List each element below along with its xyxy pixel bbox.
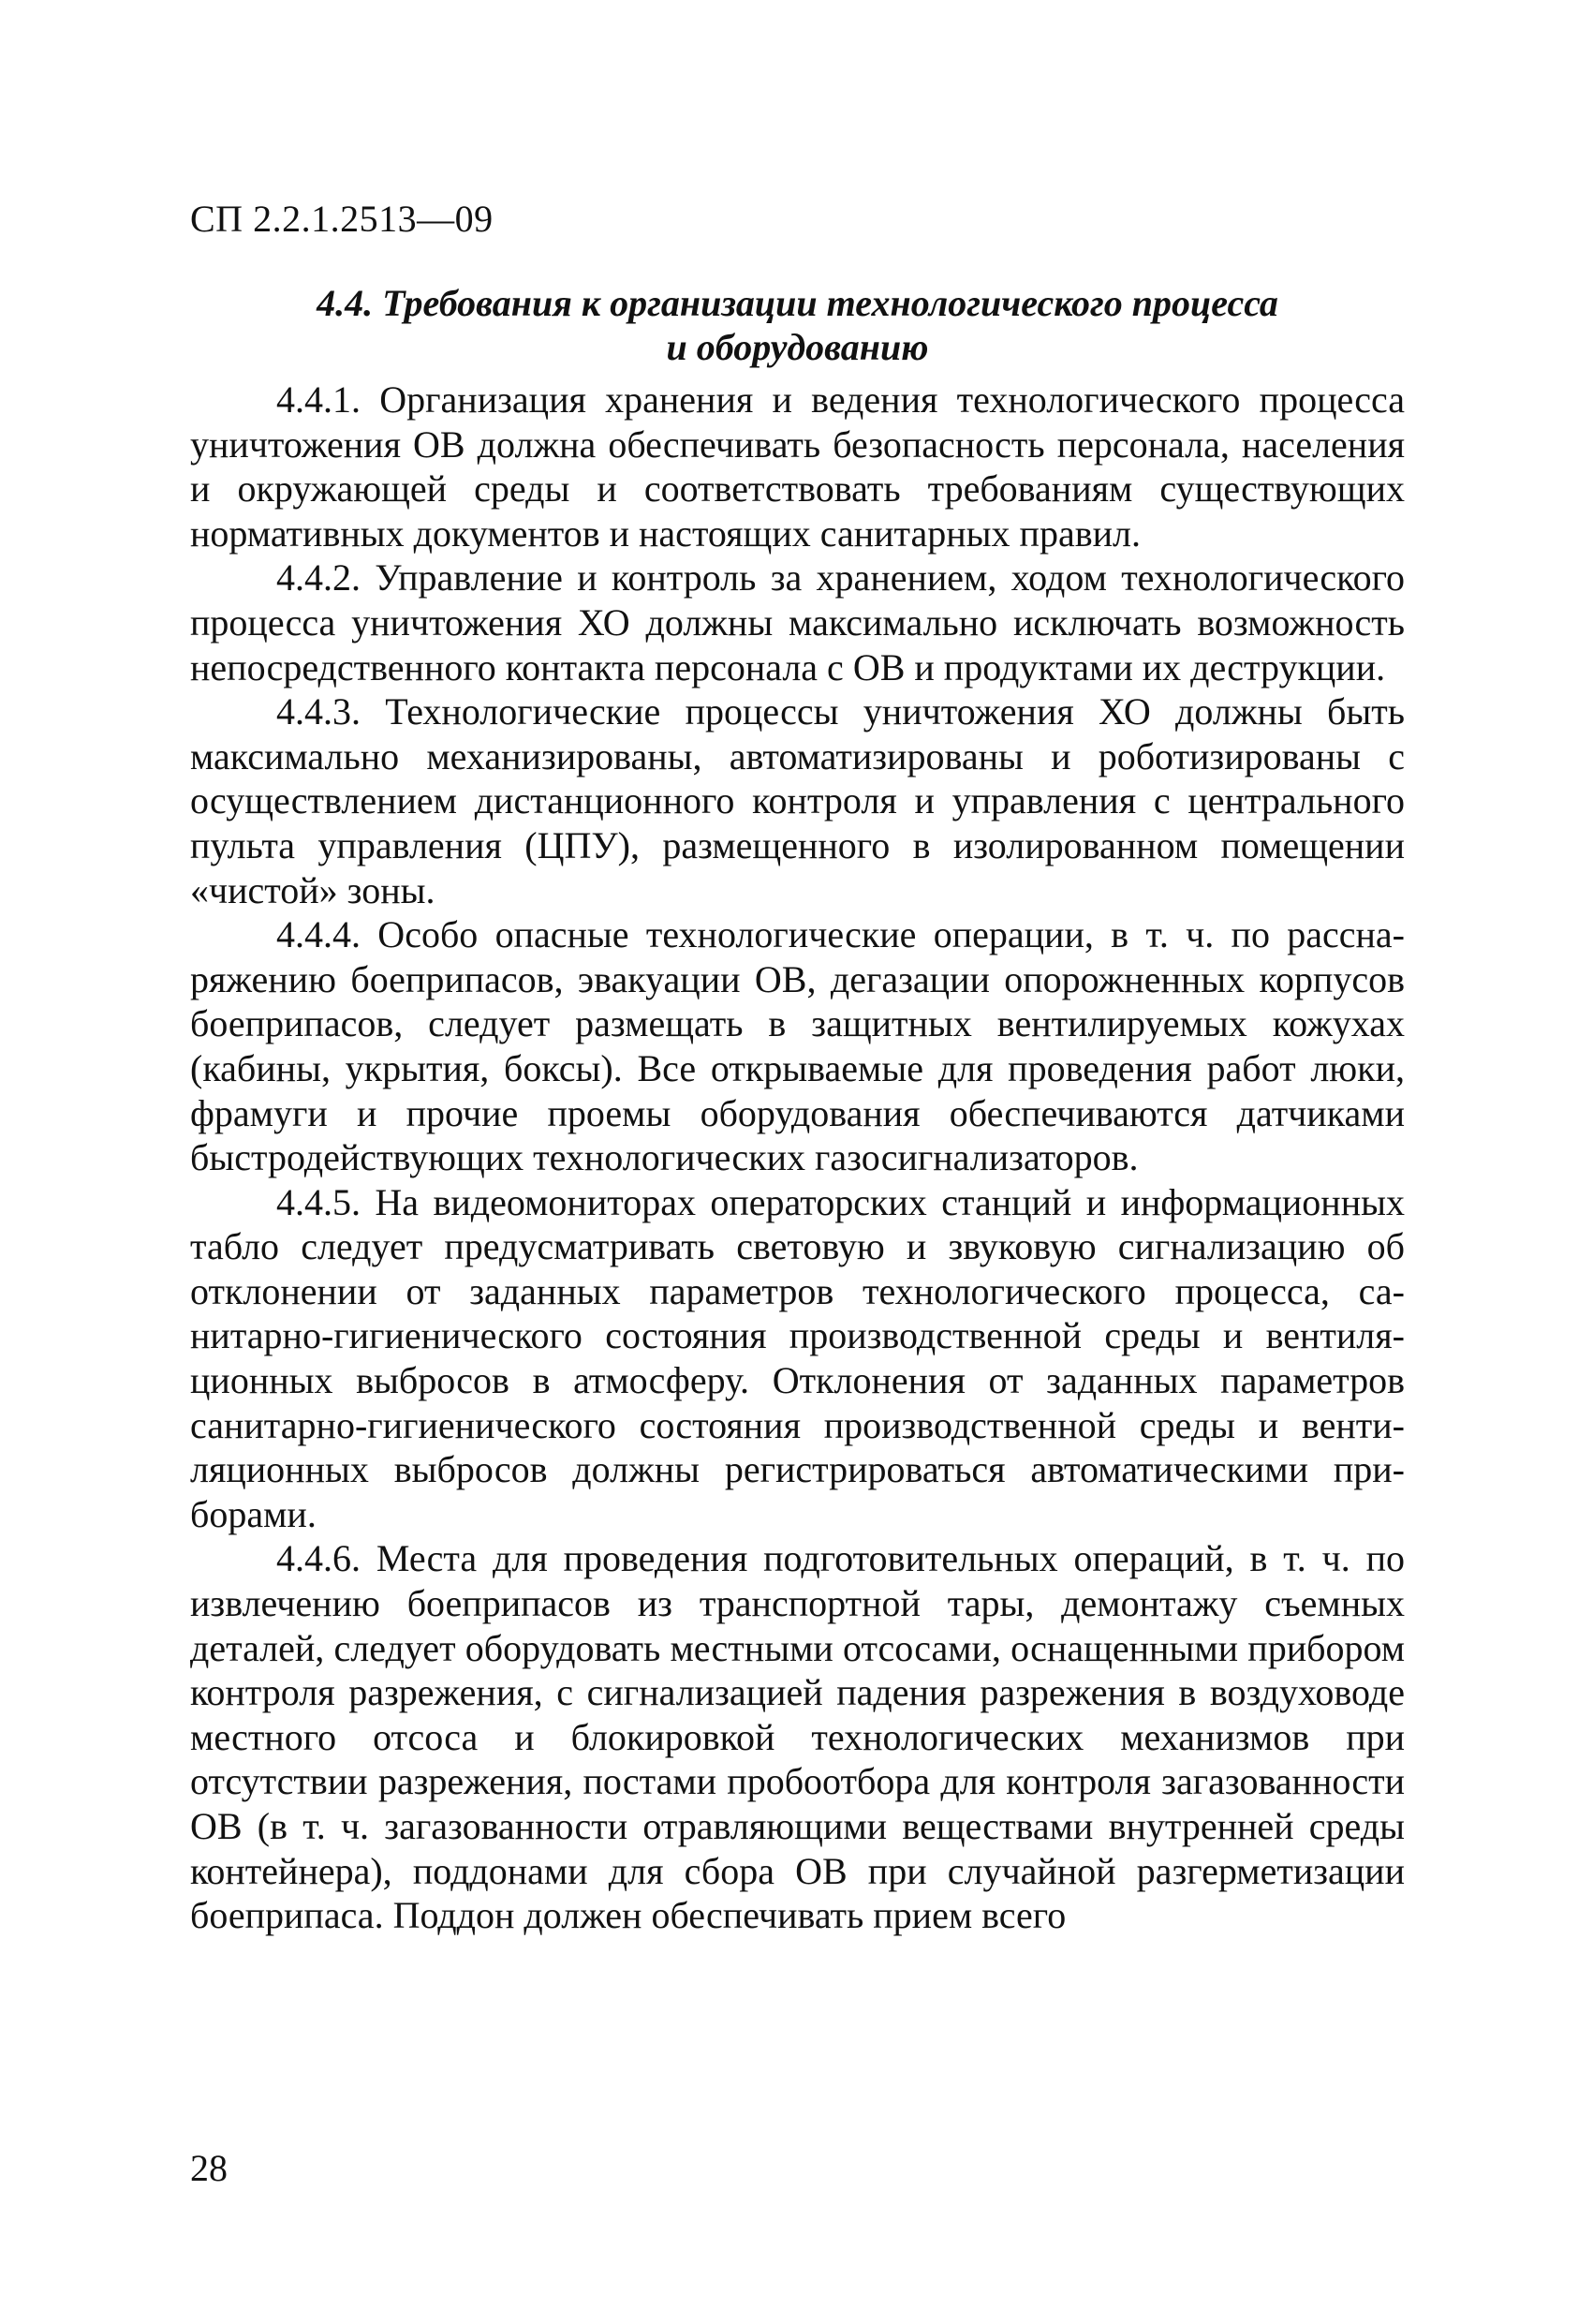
paragraph-4-4-3: 4.4.3. Технологические процессы уничтожения ХО должны быть максимально механизированы, автоматизированы и роботизированы с осуществлением дистанционного контроля и управления с центрального пульта управления (ЦПУ), размещенного в изолированном помещении «чистой» зоны. [190,690,1405,911]
paragraph-4-4-4: 4.4.4. Особо опасные технологические операции, в т. ч. по расснаряжению боеприпасов, эвакуации ОВ, дегазации опорожненных корпусов боеприпасов, следует размещать в защитных вентилируемых кожухах (кабины, укрытия, боксы). Все открываемые для проведения работ люки, фрамуги и прочие проемы оборудования обеспечиваются датчиками быстродействующих технологических газосигнализаторов. [190,913,1405,1179]
paragraph-4-4-6: 4.4.6. Места для проведения подготовительных операций, в т. ч. по извлечению боеприпасов из транспортной тары, демонтажу съемных деталей, следует оборудовать местными отсосами, оснащенными прибором контроля разрежения, с сигнализацией падения разрежения в воздуховоде местного отсоса и блокировкой технологических механизмов при отсутствии разрежения, постами пробоотбора для контроля загазованности ОВ (в т. ч. загазованности отравляющими веществами внутренней среды контейнера), поддонами для сбора ОВ при случайной разгерметизации боеприпаса. Поддон должен обеспечивать прием всего [190,1537,1405,1937]
paragraph-4-4-1: 4.4.1. Организация хранения и ведения технологического процесса уничтожения ОВ должна обеспечивать безопасность персонала, населения и окружающей среды и соответствовать требованиям существующих нормативных документов и настоящих санитарных правил. [190,378,1405,555]
section-title-line-2: и оборудованию [666,326,929,368]
section-title [190,281,1405,369]
page-number: 28 [190,2147,228,2189]
paragraph-4-4-2: 4.4.2. Управление и контроль за хранением, ходом технологического процесса уничтожения ХО должны максимально исключать возможность непосредственного контакта персонала с ОВ и продуктами их деструкции. [190,556,1405,688]
paragraph-4-4-5: 4.4.5. На видеомониторах операторских станций и информационных табло следует предусматривать световую и звуковую сигнализацию об отклонении от заданных параметров технологического процесса, санитарно-гигиенического состояния производственной среды и вентиляционных выбросов в атмосферу. Отклонения от заданных параметров санитарно-гигиенического состояния производственной среды и вентиляционных выбросов должны регистрироваться автоматическими приборами. [190,1180,1405,1535]
section-title-line-1: 4.4. Требования к организации технологического процесса [317,282,1278,324]
body-text [190,377,1405,1938]
document-code: СП 2.2.1.2513—09 [190,198,494,240]
